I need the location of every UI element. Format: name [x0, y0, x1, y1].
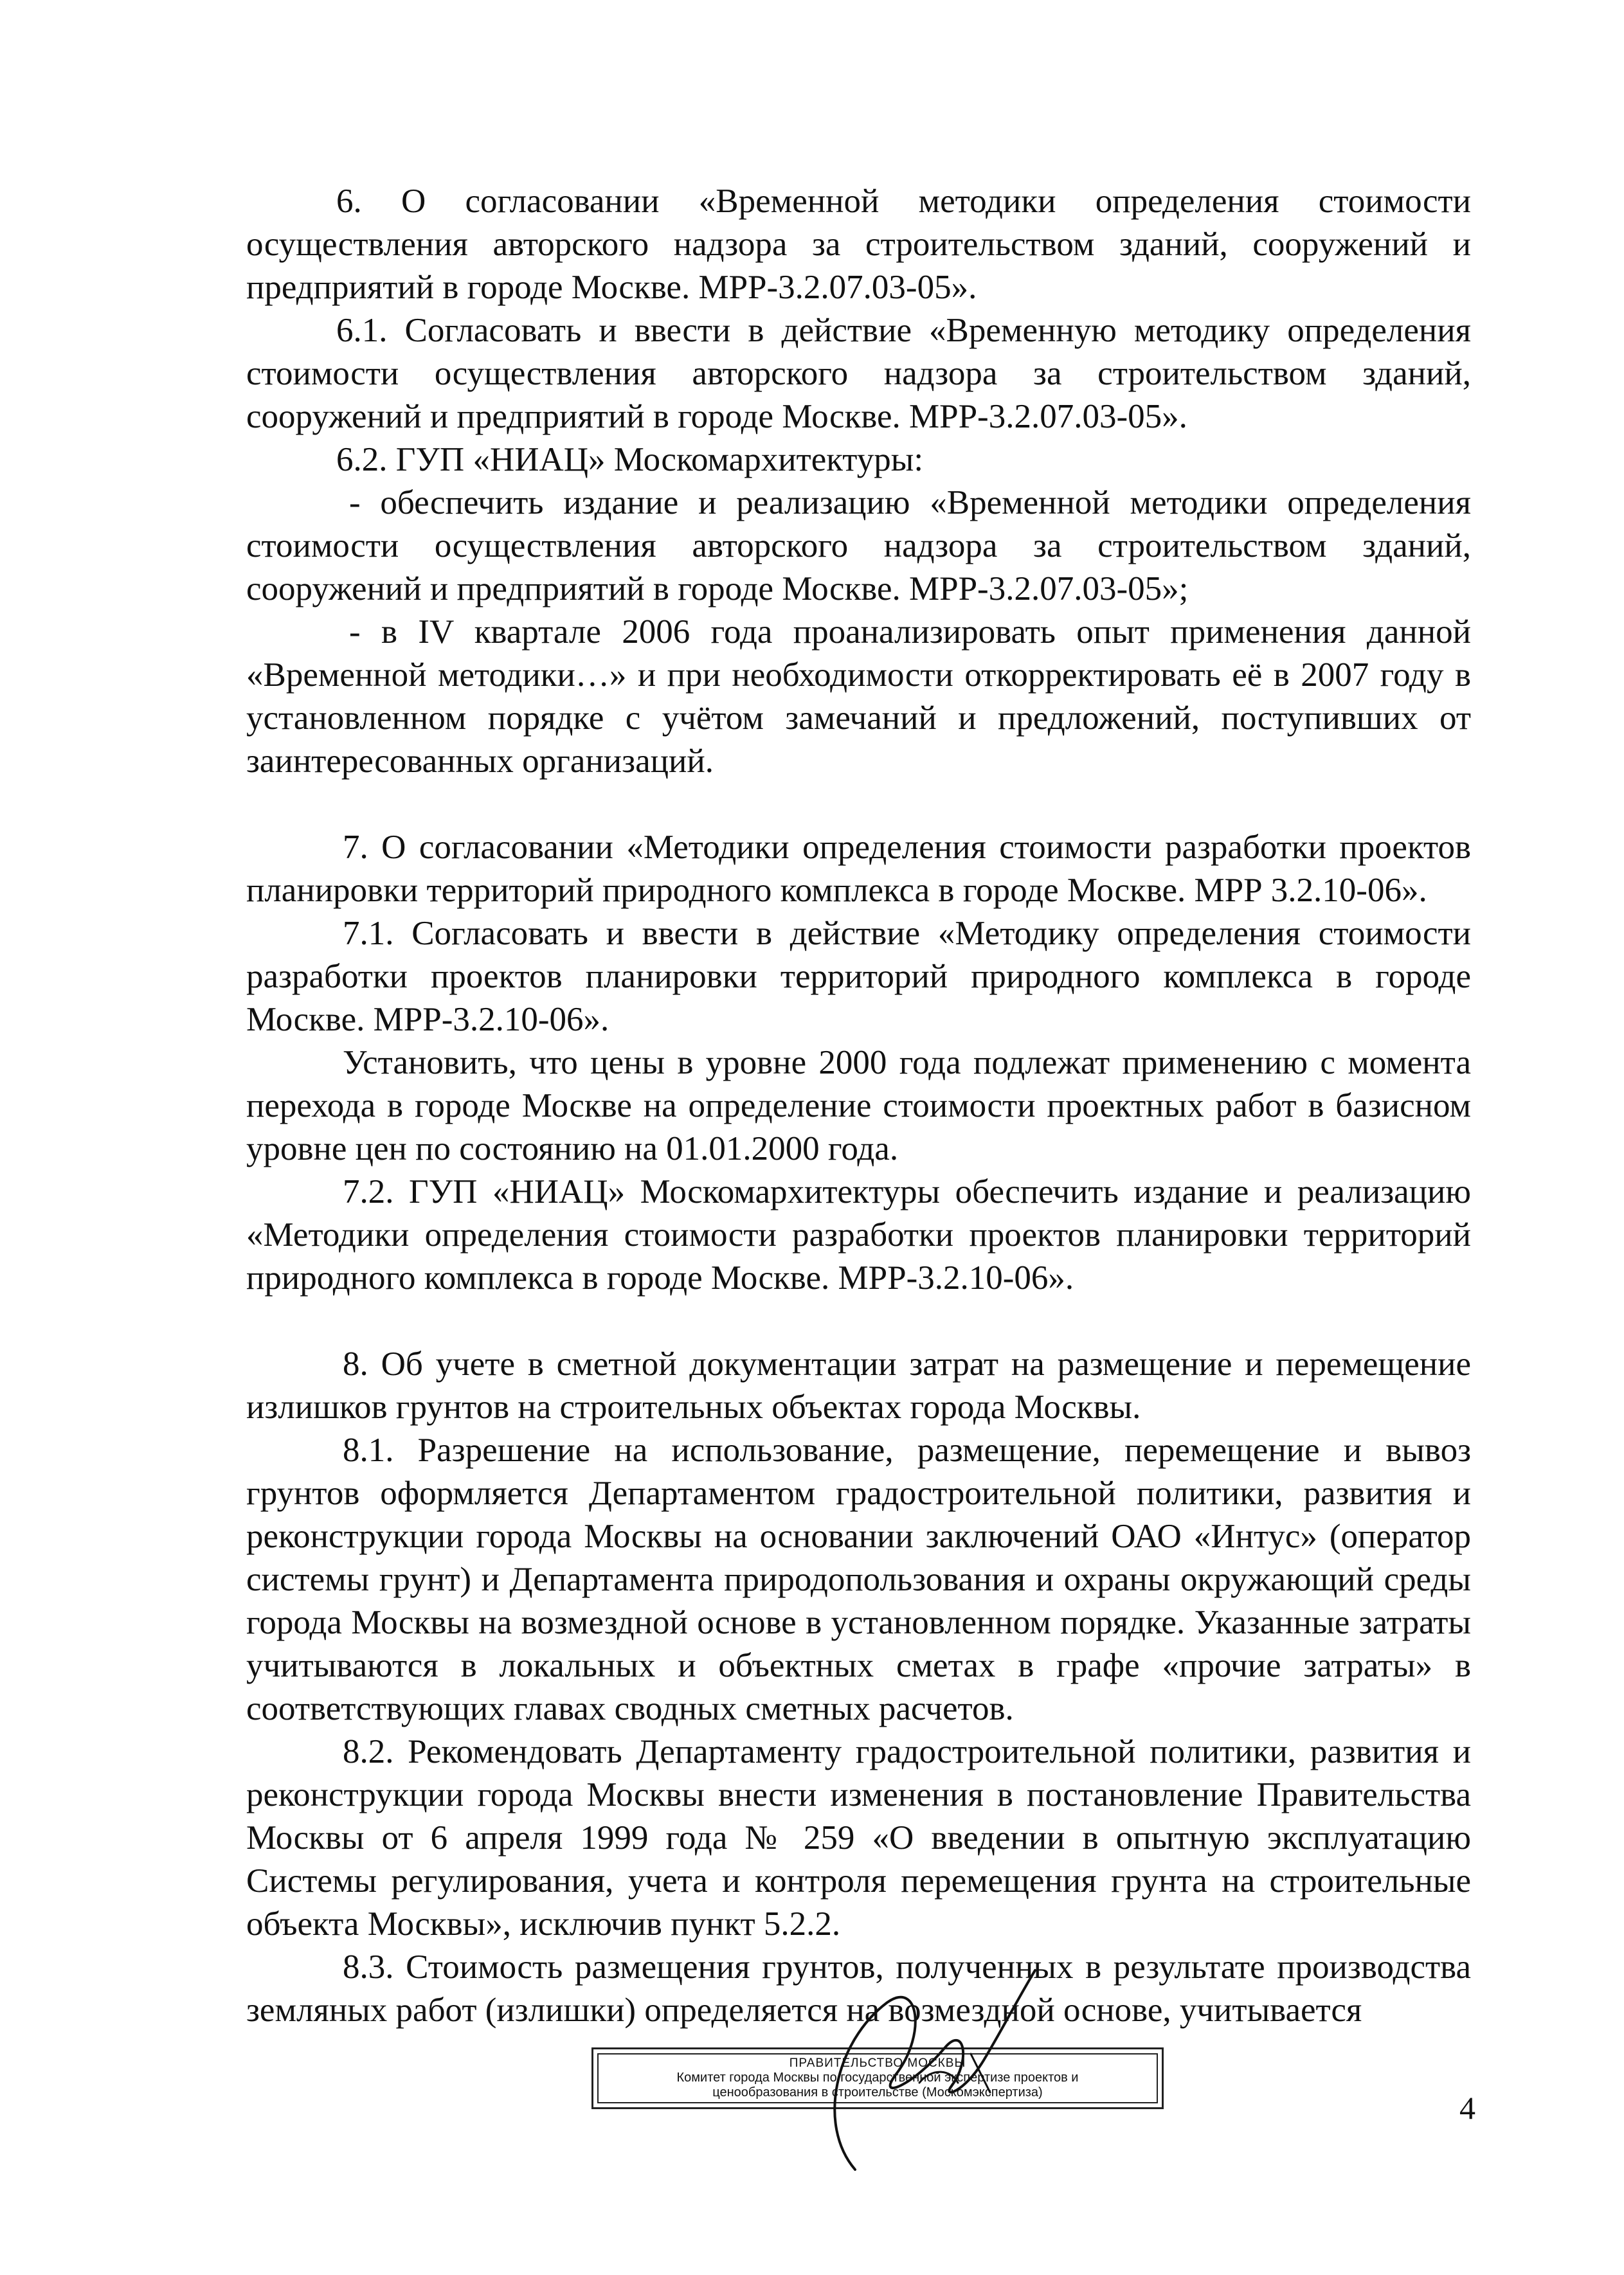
section-8-1: 8.1. Разрешение на использование, размещение, перемещение и вывоз грунтов оформляется Департаментом градостроительной политики, развития и реконструкции города Москвы на основании заключений ОАО «Интус» (оператор системы грунт) и Департамента природопользования и охраны окружающий среды города Москвы на возмездной основе в установленном порядке. Указанные затраты учитываются в локальных и объектных сметах в графе «прочие затраты» в соответствующих главах сводных сметных расчетов. [246, 1432, 1471, 1727]
page-number: 4 [1459, 2090, 1475, 2126]
section-7-1: 7.1. Согласовать и ввести в действие «Методику определения стоимости разработки проектов планировки территорий природного комплекса в городе Москве. МРР-3.2.10-06». [246, 915, 1471, 1038]
section-6-2-item-2: - в IV квартале 2006 года проанализировать опыт применения данной «Временной методики…» и при необходимости откорректировать её в 2007 году в установленном порядке с учётом замечаний и предложений, поступивших от заинтересованных организаций. [246, 613, 1471, 780]
signature-icon [759, 1964, 1054, 2176]
section-6-2: 6.2. ГУП «НИАЦ» Москомархитектуры: [336, 441, 924, 478]
section-7-2: 7.2. ГУП «НИАЦ» Москомархитектуры обеспечить издание и реализацию «Методики определения стоимости разработки проектов планировки территорий природного комплекса в городе Москве. МРР-3.2.10-06». [246, 1173, 1471, 1297]
stamp-line-2: ценообразования в строительстве (Москомэкспертиза) [712, 2085, 1043, 2100]
section-6-1: 6.1. Согласовать и ввести в действие «Временную методику определения стоимости осуществления авторского надзора за строительством зданий, сооружений и предприятий в городе Москве. МРР-3.2.07.03-05». [246, 312, 1471, 435]
spacer [246, 783, 1471, 826]
section-7-heading: 7. О согласовании «Методики определения стоимости разработки проектов планировки территорий природного комплекса в городе Москве. МРР 3.2.10-06». [246, 829, 1471, 909]
section-6-heading: 6. О согласовании «Временной методики определения стоимости осуществления авторского надзора за строительством зданий, сооружений и предприятий в городе Москве. МРР-3.2.07.03-05». [246, 183, 1471, 306]
document-body [246, 180, 1471, 2032]
section-7-1-note: Установить, что цены в уровне 2000 года подлежат применению с момента перехода в городе Москве на определение стоимости проектных работ в базисном уровне цен по состоянию на 01.01.2000 года. [246, 1044, 1471, 1167]
section-8-2: 8.2. Рекомендовать Департаменту градостроительной политики, развития и реконструкции города Москвы внести изменения в постановление Правительства Москвы от 6 апреля 1999 года № 259 «О введении в опытную эксплуатацию Системы регулирования, учета и контроля перемещения грунта на строительные объекта Москвы», исключив пункт 5.2.2. [246, 1733, 1471, 1943]
stamp-line-1: Комитет города Москвы по государственной экспертизе проектов и [676, 2071, 1079, 2085]
section-8-heading: 8. Об учете в сметной документации затрат на размещение и перемещение излишков грунтов на строительных объектах города Москвы. [246, 1345, 1471, 1426]
stamp-title: ПРАВИТЕЛЬСТВО МОСКВЫ [789, 2056, 966, 2070]
section-8-3: 8.3. Стоимость размещения грунтов, полученных в результате производства земляных работ (излишки) определяется на возмездной основе, учитывается [246, 1948, 1471, 2029]
spacer [246, 1300, 1471, 1343]
section-6-2-item-1: - обеспечить издание и реализацию «Временной методики определения стоимости осуществления авторского надзора за строительством зданий, сооружений и предприятий в городе Москве. МРР-3.2.07.03-05»; [246, 484, 1471, 607]
